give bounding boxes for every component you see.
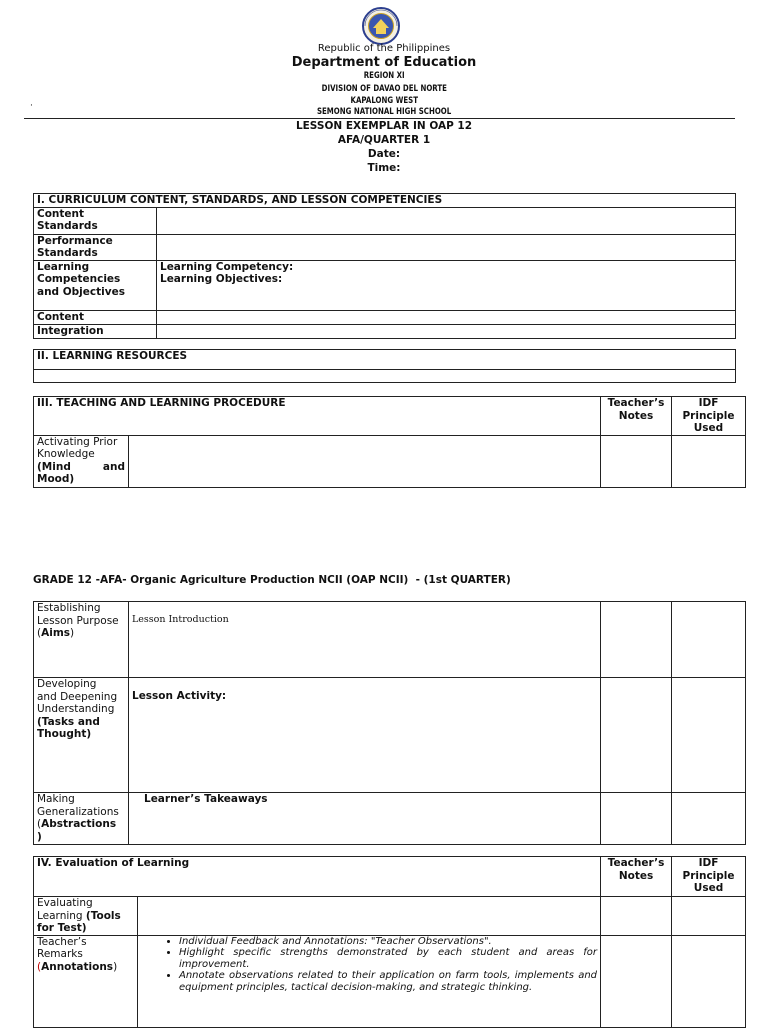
section-4-title: IV. Evaluation of Learning — [34, 857, 601, 897]
idf-principle-header: IDF Principle Used — [672, 397, 746, 436]
grade-line: GRADE 12 -AFA- Organic Agriculture Production NCII (OAP NCII) - (1st QUARTER) — [33, 574, 511, 586]
remarks-bullet-list — [141, 936, 597, 994]
evaluating-notes-cell[interactable] — [601, 897, 672, 936]
procedure-continuation-table — [33, 601, 746, 845]
developing-idf-cell[interactable] — [672, 678, 746, 793]
teachers-notes-header: Teacher’s Notes — [601, 397, 672, 436]
remarks-bullet: • Highlight specific strengths demonstrated by each student and areas for improvement. — [179, 947, 597, 970]
learners-takeaways-text: Learner’s Takeaways — [144, 793, 268, 805]
establishing-purpose-cell[interactable] — [129, 602, 601, 678]
section-3-title: III. TEACHING AND LEARNING PROCEDURE — [34, 397, 601, 436]
evaluating-learning-cell[interactable] — [138, 897, 601, 936]
activating-prior-knowledge-label: Activating Prior Knowledge (Mind and Mood) — [34, 435, 129, 487]
content-label: Content — [34, 310, 157, 324]
remarks-notes-cell[interactable] — [601, 935, 672, 1027]
quarter-text: AFA/QUARTER 1 — [337, 134, 431, 146]
developing-understanding-cell[interactable] — [129, 678, 601, 793]
learning-competencies-cell[interactable]: Learning Competency: Learning Objectives: — [157, 260, 736, 310]
content-standards-cell[interactable] — [157, 207, 736, 234]
remarks-idf-cell[interactable] — [672, 935, 746, 1027]
establishing-notes-cell[interactable] — [601, 602, 672, 678]
developing-understanding-label: Developing and Deepening Understanding (Tasks and Thought) — [34, 678, 129, 793]
region-text: REGION XI — [363, 71, 405, 81]
evaluating-learning-label: Evaluating Learning (Tools for Test) — [34, 897, 138, 936]
division-text: DIVISION OF DAVAO DEL NORTE — [321, 84, 447, 94]
learning-resources-table — [33, 349, 736, 383]
remarks-bullet: • Individual Feedback and Annotations: "Teacher Observations". — [179, 936, 597, 948]
eval-teachers-notes-header: Teacher’s Notes — [601, 857, 672, 897]
section-2-title: II. LEARNING RESOURCES — [34, 350, 736, 370]
curriculum-table — [33, 193, 736, 339]
stray-mark: · — [30, 101, 33, 111]
teachers-remarks-cell[interactable] — [138, 935, 601, 1027]
remarks-bullet: • Annotate observations related to their application on farm tools, implements and equipment principles, tactical decision-making, and strategic thinking. — [179, 970, 597, 993]
performance-standards-cell[interactable] — [157, 234, 736, 260]
establishing-purpose-label: Establishing Lesson Purpose (Aims) — [34, 602, 129, 678]
content-cell[interactable] — [157, 310, 736, 324]
evaluation-table — [33, 856, 746, 1028]
integration-label: Integration — [34, 324, 157, 338]
eval-idf-principle-header: IDF Principle Used — [672, 857, 746, 897]
time-label: Time: — [367, 162, 401, 174]
making-notes-cell[interactable] — [601, 793, 672, 845]
deped-seal-logo — [355, 6, 407, 46]
date-label: Date: — [367, 148, 401, 160]
learning-resources-cell[interactable] — [34, 370, 736, 383]
section-1-title: I. CURRICULUM CONTENT, STANDARDS, AND LESSON COMPETENCIES — [34, 194, 736, 208]
activating-notes-cell[interactable] — [601, 435, 672, 487]
header-rule — [24, 118, 735, 119]
teaching-procedure-table — [33, 396, 746, 488]
content-standards-label: Content Standards — [34, 207, 157, 234]
making-idf-cell[interactable] — [672, 793, 746, 845]
lesson-activity-text: Lesson Activity: — [132, 690, 227, 702]
establishing-idf-cell[interactable] — [672, 602, 746, 678]
school-text: SEMONG NATIONAL HIGH SCHOOL — [316, 107, 452, 117]
integration-cell[interactable] — [157, 324, 736, 338]
making-generalizations-cell[interactable] — [129, 793, 601, 845]
performance-standards-label: Performance Standards — [34, 234, 157, 260]
lesson-title: LESSON EXEMPLAR IN OAP 12 — [295, 120, 473, 132]
evaluating-idf-cell[interactable] — [672, 897, 746, 936]
district-text: KAPALONG WEST — [350, 96, 418, 106]
teachers-remarks-label: Teacher’s Remarks (Annotations) — [34, 935, 138, 1027]
learning-competencies-label: Learning Competencies and Objectives — [34, 260, 157, 310]
republic-text: Republic of the Philippines — [317, 43, 451, 54]
activating-prior-knowledge-cell[interactable] — [129, 435, 601, 487]
lesson-introduction-text: Lesson Introduction — [132, 614, 229, 625]
making-generalizations-label: Making Generalizations (Abstractions ) — [34, 793, 129, 845]
department-title: Department of Education — [291, 55, 477, 70]
activating-idf-cell[interactable] — [672, 435, 746, 487]
developing-notes-cell[interactable] — [601, 678, 672, 793]
